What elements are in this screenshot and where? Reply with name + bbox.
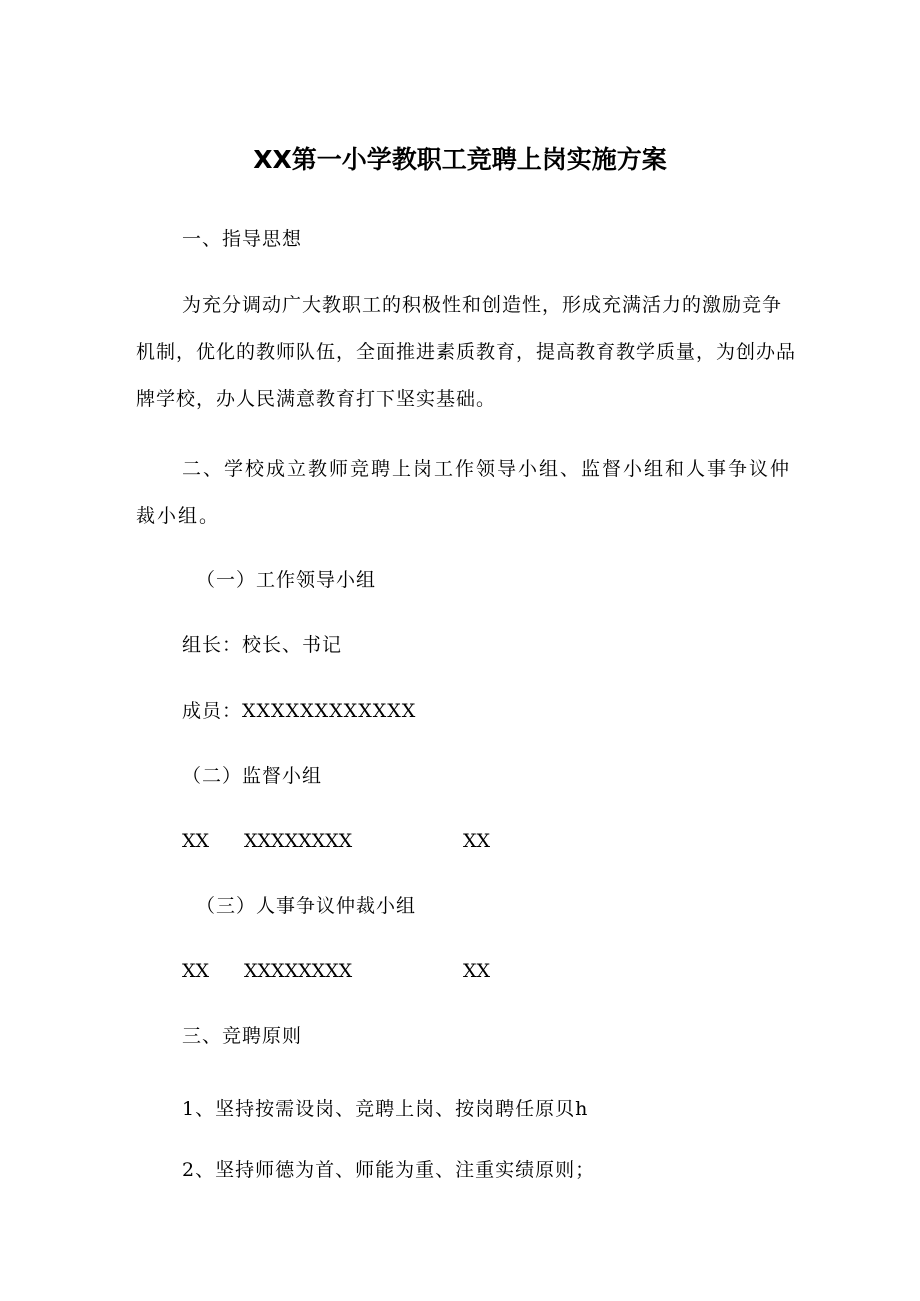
section1-heading: 一、指导思想 bbox=[182, 228, 303, 250]
group2-member-3: XX bbox=[463, 830, 491, 852]
principle-1: 1、坚持按需设岗、竞聘上岗、按岗聘任原贝h bbox=[182, 1098, 589, 1120]
group2-member-1: XX bbox=[182, 830, 210, 852]
group1-members: 成员：XXXXXXXXXXXX bbox=[182, 700, 417, 722]
group3-member-1: XX bbox=[182, 960, 210, 982]
group3-heading: （三）人事争议仲裁小组 bbox=[196, 895, 417, 917]
group1-heading: （一）工作领导小组 bbox=[196, 569, 377, 591]
section2-paragraph: 二、学校成立教师竞聘上岗工作领导小组、监督小组和人事争议仲裁小组。 bbox=[136, 458, 792, 527]
section3-heading: 三、竞聘原则 bbox=[182, 1025, 303, 1047]
section1-paragraph: 为充分调动广大教职工的积极性和创造性，形成充满活力的激励竞争机制，优化的教师队伍，全面推进素质教育，提高教育教学质量，为创办品牌学校，办人民满意教育打下坚实基础。 bbox=[136, 294, 797, 410]
group3-member-3: XX bbox=[463, 960, 491, 982]
group2-member-2: XXXXXXXX bbox=[244, 830, 353, 852]
document-title: XX第一小学教职工竞聘上岗实施方案 bbox=[253, 145, 667, 174]
group2-heading: （二）监督小组 bbox=[182, 765, 323, 787]
principle-2: 2、坚持师德为首、师能为重、注重实绩原则； bbox=[182, 1159, 596, 1181]
group1-leader: 组长：校长、书记 bbox=[182, 634, 343, 656]
group3-member-2: XXXXXXXX bbox=[244, 960, 353, 982]
